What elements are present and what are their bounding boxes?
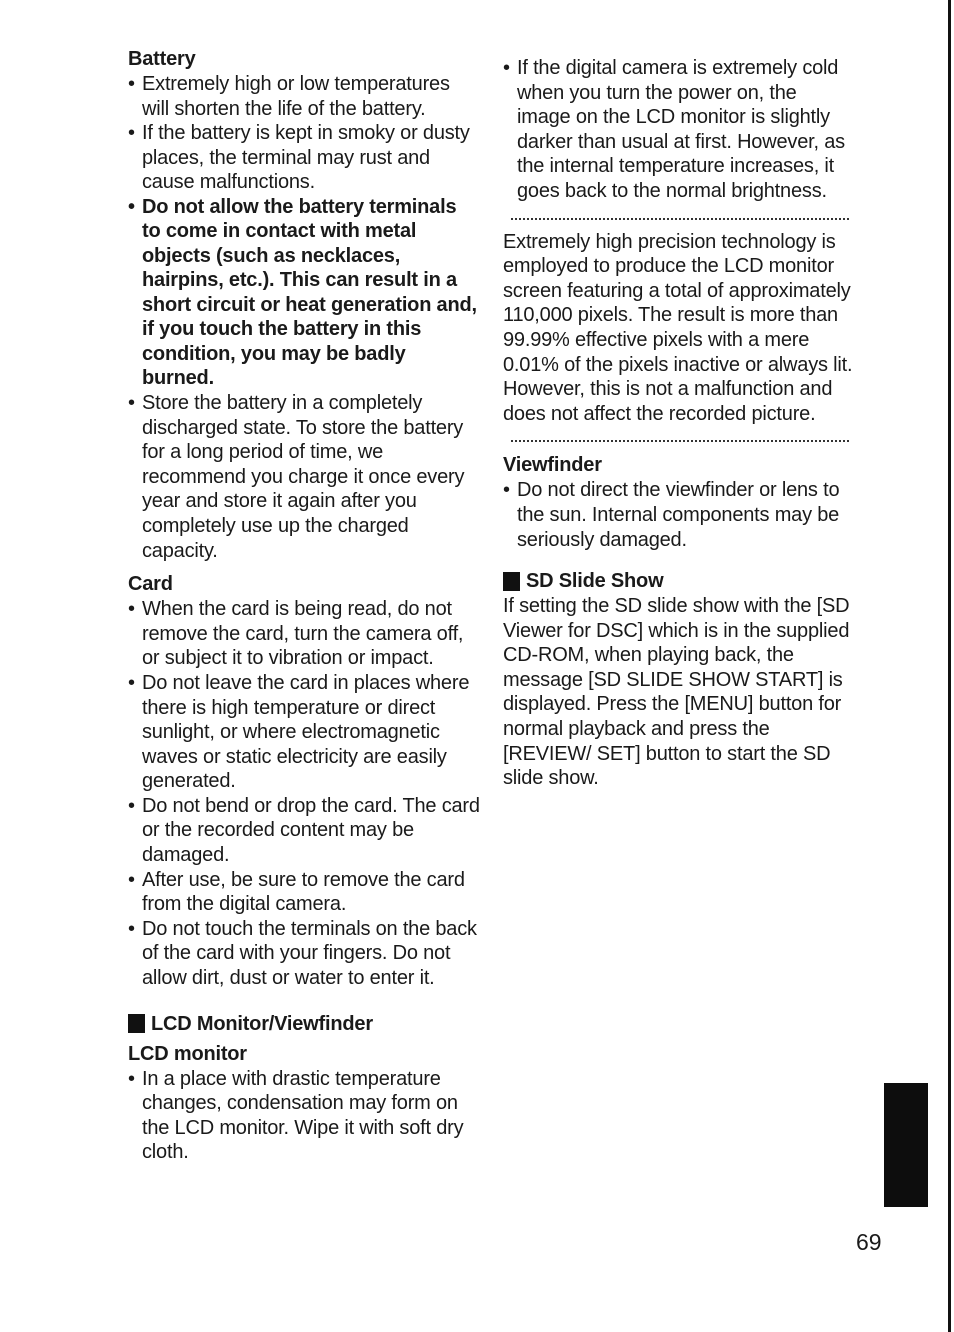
precision-paragraph: Extremely high precision technology is employed to produce the LCD monitor screen featuring a total of approximately 110,000 pixels. The result is more than 99.99% effective pixels with a mere 0.01% of the pixels inactive or always lit. However, this is not a malfunction and does not affect the recorded picture. [503,230,853,425]
viewfinder-heading: Viewfinder [503,454,602,477]
battery-section [128,46,480,563]
chapter-thumb-tab [884,1083,928,1207]
battery-warning: • Do not allow the battery terminals to come in contact with metal objects (such as necklaces, hairpins, etc.). This can result in a short circuit or heat generation and, if you touch the battery in this condition, you may be badly burned. [128,195,480,391]
list-item: • Store the battery in a completely discharged state. To store the battery for a long period of time, we recommend you charge it once every year and store it again after you completely use up the charged capacity. [128,391,480,563]
battery-list [128,72,480,563]
list-item: • Do not touch the terminals on the back of the card with your fingers. Do not allow dirt, dust or water to enter it. [128,917,480,991]
lcd-monitor-heading: LCD monitor [128,1042,247,1065]
list-item: • Do not bend or drop the card. The card or the recorded content may be damaged. [128,794,480,868]
viewfinder-list [503,478,853,552]
lcd-viewfinder-section [128,1011,480,1165]
list-item: • Do not direct the viewfinder or lens to the sun. Internal components may be seriously damaged. [503,478,853,552]
card-list [128,597,480,991]
sd-slide-show-heading [503,568,853,594]
lcd-monitor-list [128,1067,480,1165]
dotted-divider [511,218,849,220]
left-column [128,46,480,1165]
list-item: • When the card is being read, do not remove the card, turn the camera off, or subject it to vibration or impact. [128,597,480,671]
page-number: 69 [856,1229,882,1255]
list-item: • After use, be sure to remove the card from the digital camera. [128,868,480,917]
lcd-viewfinder-heading-text: LCD Monitor/Viewfinder [151,1012,373,1035]
cold-camera-list [503,56,853,204]
list-item: • Do not leave the card in places where there is high temperature or direct sunlight, or where electromagnetic waves or static electricity are easily generated. [128,671,480,794]
sd-slide-show-section [503,568,853,791]
lcd-viewfinder-heading [128,1011,480,1037]
viewfinder-section [503,452,853,552]
section-square-icon [503,572,520,591]
list-item: • Extremely high or low temperatures will shorten the life of the battery. [128,72,480,121]
list-item: • If the battery is kept in smoky or dusty places, the terminal may rust and cause malfunctions. [128,121,480,195]
right-column [503,46,853,791]
section-square-icon [128,1014,145,1033]
sd-slide-show-paragraph: If setting the SD slide show with the [SD Viewer for DSC] which is in the supplied CD-ROM, when playing back, the message [SD SLIDE SHOW START] is displayed. Press the [MENU] button for normal playback and press the [REVIEW/ SET] button to start the SD slide show. [503,595,850,790]
page-edge-rule [948,0,951,1332]
list-item: • In a place with drastic temperature changes, condensation may form on the LCD monitor. Wipe it with soft dry cloth. [128,1067,480,1165]
battery-heading: Battery [128,48,196,70]
sd-slide-show-heading-text: SD Slide Show [526,570,664,593]
dotted-divider [511,440,849,442]
list-item: • If the digital camera is extremely cold when you turn the power on, the image on the LCD monitor is slightly darker than usual at first. However, as the internal temperature increases, it goes back to the normal brightness. [503,56,853,204]
card-heading: Card [128,573,173,596]
card-section [128,571,480,991]
